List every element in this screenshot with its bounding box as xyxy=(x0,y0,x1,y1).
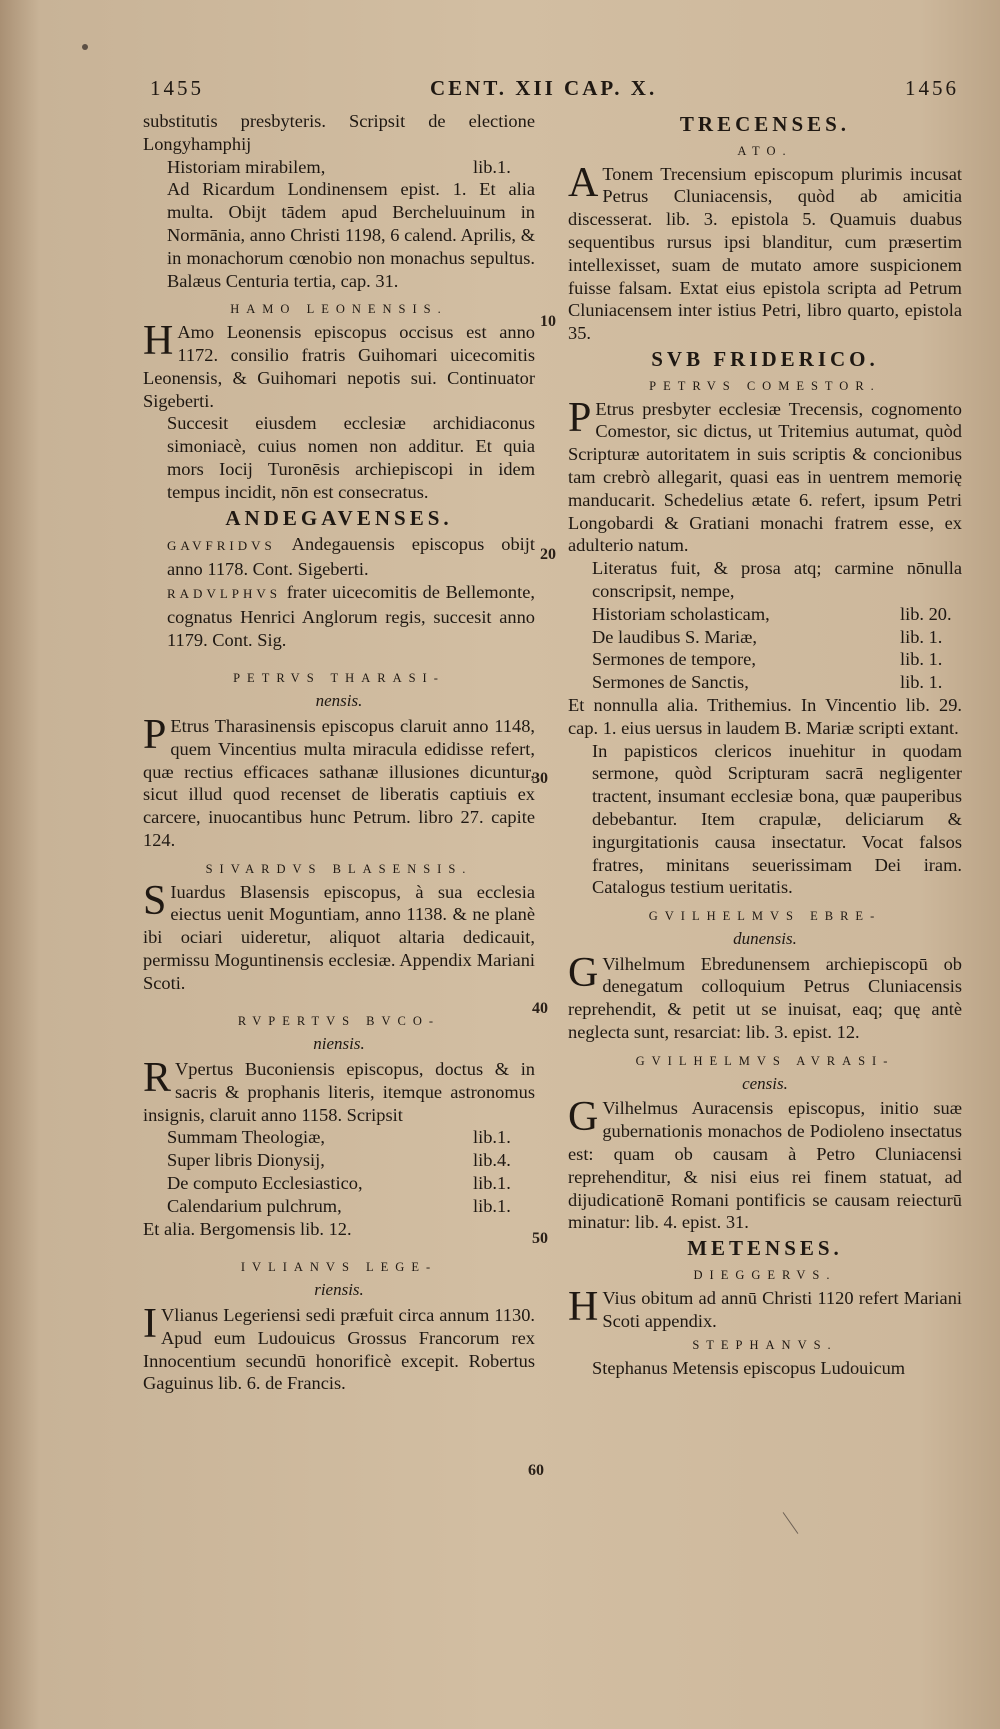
author-heading-cont: censis. xyxy=(742,1073,788,1093)
line-number: 30 xyxy=(532,770,548,787)
work-title: Summam Theologiæ, xyxy=(167,1127,326,1148)
line-number: 60 xyxy=(528,1462,544,1479)
entry-paragraph xyxy=(568,394,962,558)
author-heading: PETRVS THARASI- xyxy=(233,671,445,686)
section-heading: SVB FRIDERICO. xyxy=(651,346,879,371)
author-heading: HAMO LEONENSIS. xyxy=(230,302,448,317)
drop-cap: P xyxy=(143,711,167,758)
text-paragraph: In papisticos clericos inuehitur in quodam sermone, quòd Scripturam sacrā negligenter tractent, insumant ecclesiæ bona, quæ pauperibus debebantur. Item crapulæ, deliciarum & ingurgitationis causa insectatur. Vocat falsos fratres, minitans seuerissimam Dei iram. Catalogus testium ueritatis. xyxy=(592,740,962,898)
author-heading: STEPHANVS. xyxy=(692,1338,838,1353)
work-title: De laudibus S. Mariæ, xyxy=(592,626,757,647)
section-heading: TRECENSES. xyxy=(679,112,851,136)
text-paragraph: substitutis presbyteris. Scripsit de electione Longyhamphij xyxy=(143,111,535,154)
work-entry xyxy=(143,1126,535,1149)
work-books: lib.1. xyxy=(473,1127,511,1148)
work-entry xyxy=(568,671,962,694)
entry-paragraph xyxy=(143,533,535,581)
section-heading: ANDEGAVENSES. xyxy=(225,505,453,530)
work-books: lib. 1. xyxy=(900,626,943,647)
entry-text: Vilhelmum Ebredunensem archiepiscopū ob denegatum colloquium Petrus Cluniacensis reprehendit, & petit ut se inuisat, eaq; quę antè neglecta sunt, resarciat: lib. 3. epist. 12. xyxy=(568,953,962,1043)
entry-paragraph xyxy=(143,1301,535,1395)
work-title: Super libris Dionysij, xyxy=(167,1150,325,1171)
entry-text: Iuardus Blasensis episcopus, à sua ecclesia eiectus uenit Moguntiam, anno 1138. & ne planè ibi ociari uideretur, aliquot altaria dedicauit, permissu Moguntinensis ecclesiæ. Appendix Mariani Scoti. xyxy=(143,881,535,993)
author-heading: IVLIANVS LEGE- xyxy=(240,1260,438,1275)
work-books: lib. 20. xyxy=(900,603,952,624)
work-entry xyxy=(143,1149,535,1172)
drop-cap: A xyxy=(568,159,599,206)
drop-cap: G xyxy=(568,1094,599,1141)
entry-paragraph xyxy=(143,318,535,412)
drop-cap: R xyxy=(143,1055,172,1102)
text-paragraph: Literatus fuit, & prosa atq; carmine nōnulla conscripsit, nempe, xyxy=(592,558,962,601)
entry-text: Andegauensis episcopus obijt anno 1178. Cont. Sigeberti. xyxy=(167,534,535,580)
work-entry xyxy=(568,626,962,649)
work-title: Historiam mirabilem, xyxy=(167,156,326,177)
text-paragraph: Et nonnulla alia. Trithemius. In Vincentio lib. 29. cap. 1. eius uersus in laudem B. Mariæ scripti extant. xyxy=(568,694,962,738)
drop-cap: S xyxy=(143,877,167,924)
drop-cap: P xyxy=(568,394,592,441)
entry-text: Vpertus Buconiensis episcopus, doctus & in sacris & prophanis literis, itemque astronomus insignis, claruit anno 1158. Scripsit xyxy=(143,1059,535,1125)
work-entry xyxy=(143,156,535,179)
left-column xyxy=(143,110,535,1395)
author-heading: ATO. xyxy=(737,143,793,158)
work-books: lib.4. xyxy=(473,1150,511,1171)
entry-paragraph xyxy=(568,1283,962,1333)
author-heading: GVILHELMVS EBRE- xyxy=(648,909,882,924)
work-title: De computo Ecclesiastico, xyxy=(167,1173,363,1194)
section-heading: METENSES. xyxy=(687,1236,843,1261)
drop-cap: H xyxy=(568,1283,599,1330)
author-heading-cont: nensis. xyxy=(315,691,363,711)
work-books: lib.1. xyxy=(473,1195,511,1216)
work-title: Sermones de tempore, xyxy=(592,649,756,670)
work-entry xyxy=(143,1172,535,1195)
author-heading: PETRVS COMESTOR. xyxy=(649,378,881,393)
author-heading: SIVARDVS BLASENSIS. xyxy=(205,861,473,876)
entry-paragraph xyxy=(568,1094,962,1234)
page-number-right: 1456 xyxy=(905,76,959,100)
running-title: CENT. XII CAP. X. xyxy=(430,76,658,100)
work-title: Calendarium pulchrum, xyxy=(167,1195,342,1216)
author-name: GAVFRIDVS xyxy=(167,538,276,554)
text-paragraph: Succesit eiusdem ecclesiæ archidiaconus simoniacè, cuius nomen non additur. Et quia mors Iocij Turonēsis archiepiscopi in idem tempus incidit, nōn est consecratus. xyxy=(167,413,535,502)
entry-text: Tonem Trecensium episcopum plurimis incusat Petrus Cluniacensis, quòd ab amicitia discesserat. lib. 3. epistola 5. Quamuis duabus sequentibus rursus ipsi blanditur, cum præsertim intellexisset, suam de mutato amore suspicionem fuisse falsam. Extat eius epistola scripta ad Petrum Cluniacensem inter istius Petri, libro quarto, epistola 35. xyxy=(568,163,962,344)
work-entry xyxy=(143,1195,535,1218)
entry-text: Etrus Tharasinensis episcopus claruit anno 1148, quem Vincentius multa miracula edidisse refert, quæ rectius efficaces sathanæ illusiones dicuntur, sicut illud quod recenset de liberatis captiuis ex carcere, inuocantibus hunc Petrum. libro 27. capite 124. xyxy=(143,715,535,850)
text-paragraph: Stephanus Metensis episcopus Ludouicum xyxy=(592,1358,906,1379)
work-title: Historiam scholasticam, xyxy=(592,603,770,624)
paper-scratch xyxy=(783,1512,799,1534)
entry-paragraph xyxy=(143,581,535,651)
author-heading: RVPERTVS BVCO- xyxy=(237,1014,441,1029)
drop-cap: G xyxy=(568,949,599,996)
author-heading-cont: riensis. xyxy=(314,1280,364,1300)
author-heading: GVILHELMVS AVRASI- xyxy=(635,1053,895,1068)
ink-spot xyxy=(82,44,88,50)
work-entry xyxy=(568,603,962,626)
work-title: Sermones de Sanctis, xyxy=(592,672,749,693)
drop-cap: H xyxy=(143,318,174,365)
entry-text: frater uicecomitis de Bellemonte, cognatus Henrici Anglorum regis, succesit anno 1179. Cont. Sig. xyxy=(167,581,535,650)
line-number: 10 xyxy=(540,313,556,330)
entry-text: Etrus presbyter ecclesiæ Trecensis, cognomento Comestor, sic dictus, ut Tritemius autumat, quòd Scripturæ autoritatem in suis scriptis & concionibus tam crebrò allegarit, quasi eas in uentrem memorię manducarit. Schedelius ætate 6. refert, ipsum Petri Longobardi & Gratiani monachi fratrem esse, ex adulterio natum. xyxy=(568,398,962,556)
entry-text: Amo Leonensis episcopus occisus est anno 1172. consilio fratris Guihomari uicecomitis Leonensis, & Guihomari nepotis sui. Continuator Sigeberti. xyxy=(143,322,535,411)
author-name: RADVLPHVS xyxy=(167,585,282,601)
author-heading-cont: niensis. xyxy=(313,1034,365,1054)
entry-text: Vilhelmus Auracensis episcopus, initio suæ gubernationis monachos de Podioleno insectatus est: quam ob causam à Petro Cluniacensi reprehenditur, & nisi eius rei finem statuat, ad dijudicationē Romani pontificis se causam reiecturū minatur: lib. 4. epist. 31. xyxy=(568,1098,962,1233)
text-paragraph: Ad Ricardum Londinensem epist. 1. Et alia multa. Obijt tādem apud Bercheluuinum in Normānia, anno Christi 1198, 6 calend. Aprilis, & in monachorum cœnobio non monachus sepultus. Balæus Centuria tertia, cap. 31. xyxy=(167,179,535,291)
entry-text: Vlianus Legeriensi sedi præfuit circa annum 1130. Apud eum Ludouicus Grossus Francorum rex Innocentium secundū honorificè excepit. Robertus Gaguinus lib. 6. de Francis. xyxy=(143,1305,535,1394)
author-heading: DIEGGERVS. xyxy=(693,1268,837,1283)
running-header xyxy=(0,76,1000,106)
entry-paragraph xyxy=(568,949,962,1044)
work-entry xyxy=(568,648,962,671)
right-column xyxy=(568,110,962,1380)
line-number: 40 xyxy=(532,1000,548,1017)
work-books: lib. 1. xyxy=(900,649,943,670)
author-heading-cont: dunensis. xyxy=(733,928,797,948)
entry-paragraph xyxy=(568,159,962,345)
page-number-left: 1455 xyxy=(150,76,204,100)
drop-cap: I xyxy=(143,1301,157,1348)
line-number: 50 xyxy=(532,1230,548,1247)
work-books: lib.1. xyxy=(473,156,511,177)
work-books: lib.1. xyxy=(473,1173,511,1194)
work-books: lib. 1. xyxy=(900,672,943,693)
entry-text: Vius obitum ad annū Christi 1120 refert Mariani Scoti appendix. xyxy=(602,1287,962,1331)
entry-paragraph xyxy=(143,877,535,995)
entry-paragraph xyxy=(143,1055,535,1126)
line-number: 20 xyxy=(540,546,556,563)
entry-paragraph xyxy=(143,711,535,852)
text-paragraph: Et alia. Bergomensis lib. 12. xyxy=(143,1218,352,1239)
